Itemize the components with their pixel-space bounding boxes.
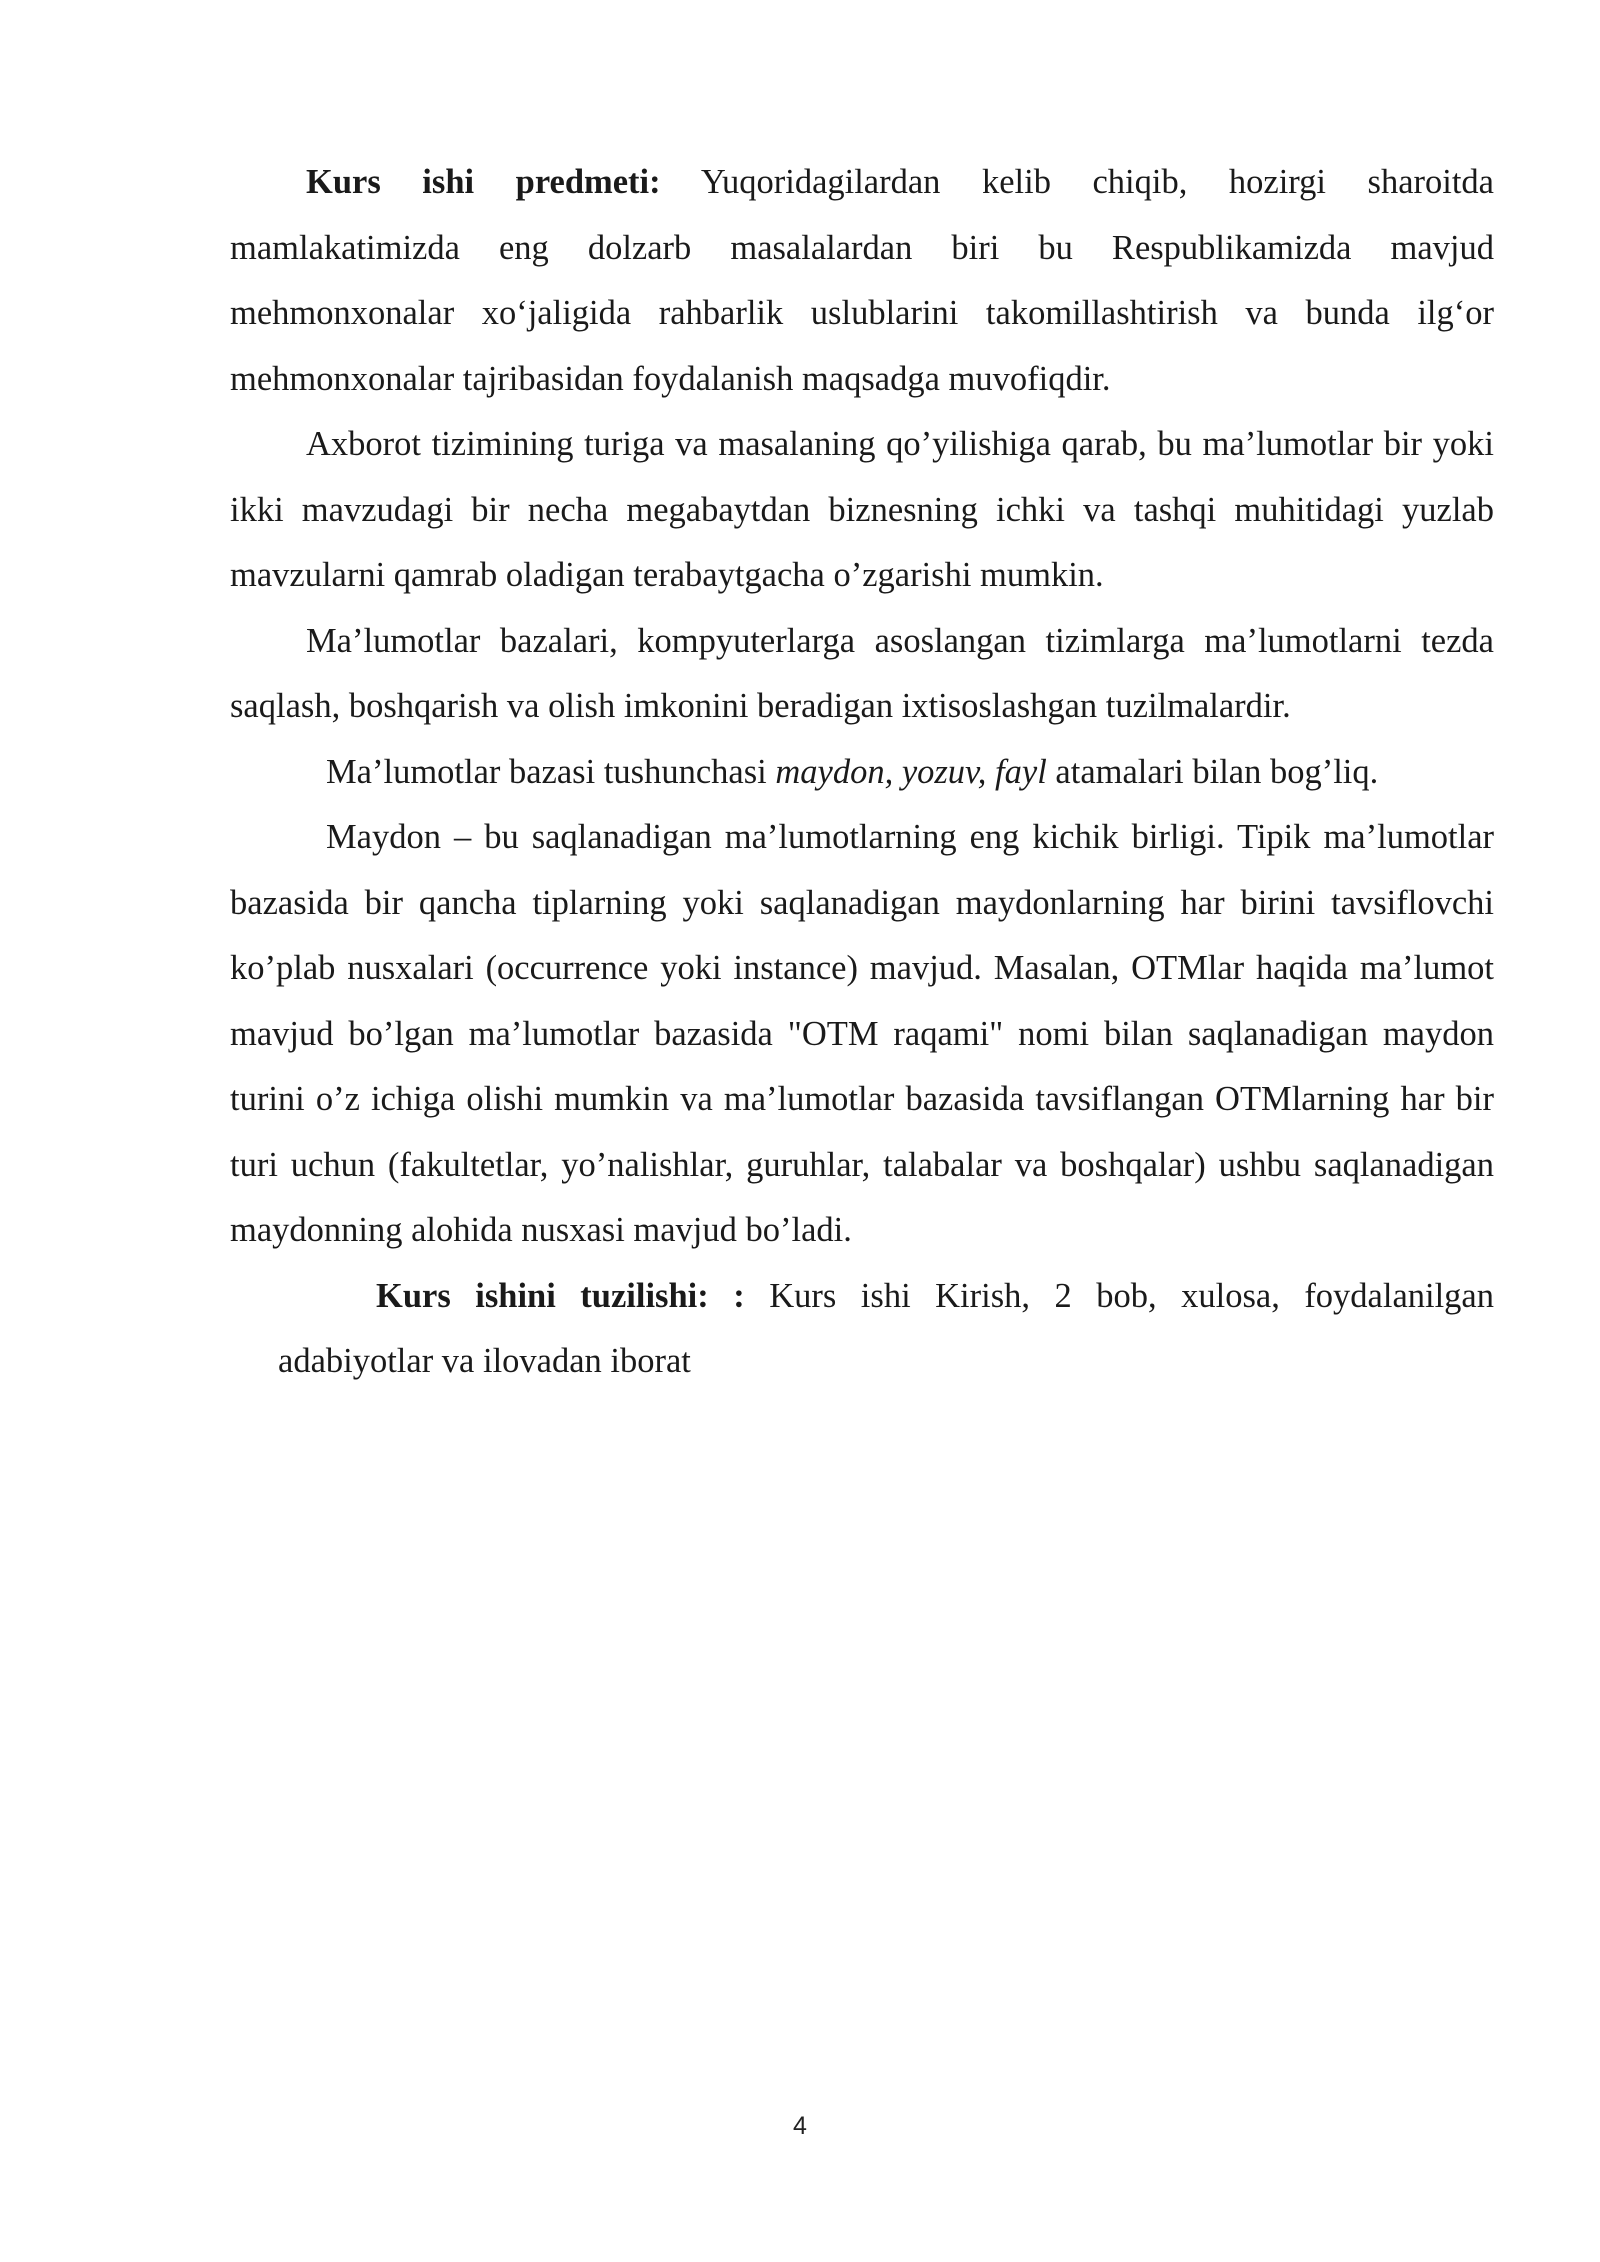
paragraph-database-concept <box>230 740 1494 806</box>
structure-heading: Kurs ishini tuzilishi: : <box>376 1276 745 1315</box>
subject-text: Yuqoridagilardan kelib chiqib, hozirgi sharoitda mamlakatimizda eng dolzarb masalalardan biri bu Respublikamizda mavjud mehmonxonalar xo‘jaligida rahbarlik uslublarini takomillashtirish va bunda ilg‘or mehmonxonalar tajribasidan foydalanish maqsadga muvofiqdir. <box>230 163 1494 398</box>
paragraph-information-system: Axborot tizimining turiga va masalaning qo’yilishiga qarab, bu ma’lumotlar bir yoki ikki mavzudagi bir necha megabaytdan biznesning ichki va tashqi muhitidagi yuzlab mavzularni qamrab oladigan terabaytgacha o’zgarishi mumkin. <box>230 425 1494 594</box>
subject-heading: Kurs ishi predmeti: <box>306 163 661 201</box>
paragraph-structure <box>278 1264 1494 1395</box>
page-number: 4 <box>793 2112 807 2140</box>
document-body <box>230 150 1494 1395</box>
concept-terms: maydon, yozuv, fayl <box>775 752 1047 791</box>
concept-text-before: Ma’lumotlar bazasi tushunchasi <box>326 752 776 791</box>
paragraph-databases: Ma’lumotlar bazalari, kompyuterlarga asoslangan tizimlarga ma’lumotlarni tezda saqlash, boshqarish va olish imkonini beradigan ixtisoslashgan tuzilmalardir. <box>230 621 1494 725</box>
paragraph-field-definition: Maydon – bu saqlanadigan ma’lumotlarning eng kichik birligi. Tipik ma’lumotlar bazasida bir qancha tiplarning yoki saqlanadigan maydonlarning har birini tavsiflovchi ko’plab nusxalari (occurrence yoki instance) mavjud. Masalan, OTMlar haqida ma’lumot mavjud bo’lgan ma’lumotlar bazasida "OTM raqami" nomi bilan saqlanadigan maydon turini o’z ichiga olishi mumkin va ma’lumotlar bazasida tavsiflangan OTMlarning har bir turi uchun (fakultetlar, yo’nalishlar, guruhlar, talabalar va boshqalar) ushbu saqlanadigan maydonning alohida nusxasi mavjud bo’ladi. <box>230 818 1494 1249</box>
concept-text-after: atamalari bilan bog’liq. <box>1046 752 1379 791</box>
structure-text: Kurs ishi Kirish, 2 bob, xulosa, foydalanilgan adabiyotlar va ilovadan iborat <box>278 1276 1494 1380</box>
paragraph-subject <box>230 150 1494 412</box>
